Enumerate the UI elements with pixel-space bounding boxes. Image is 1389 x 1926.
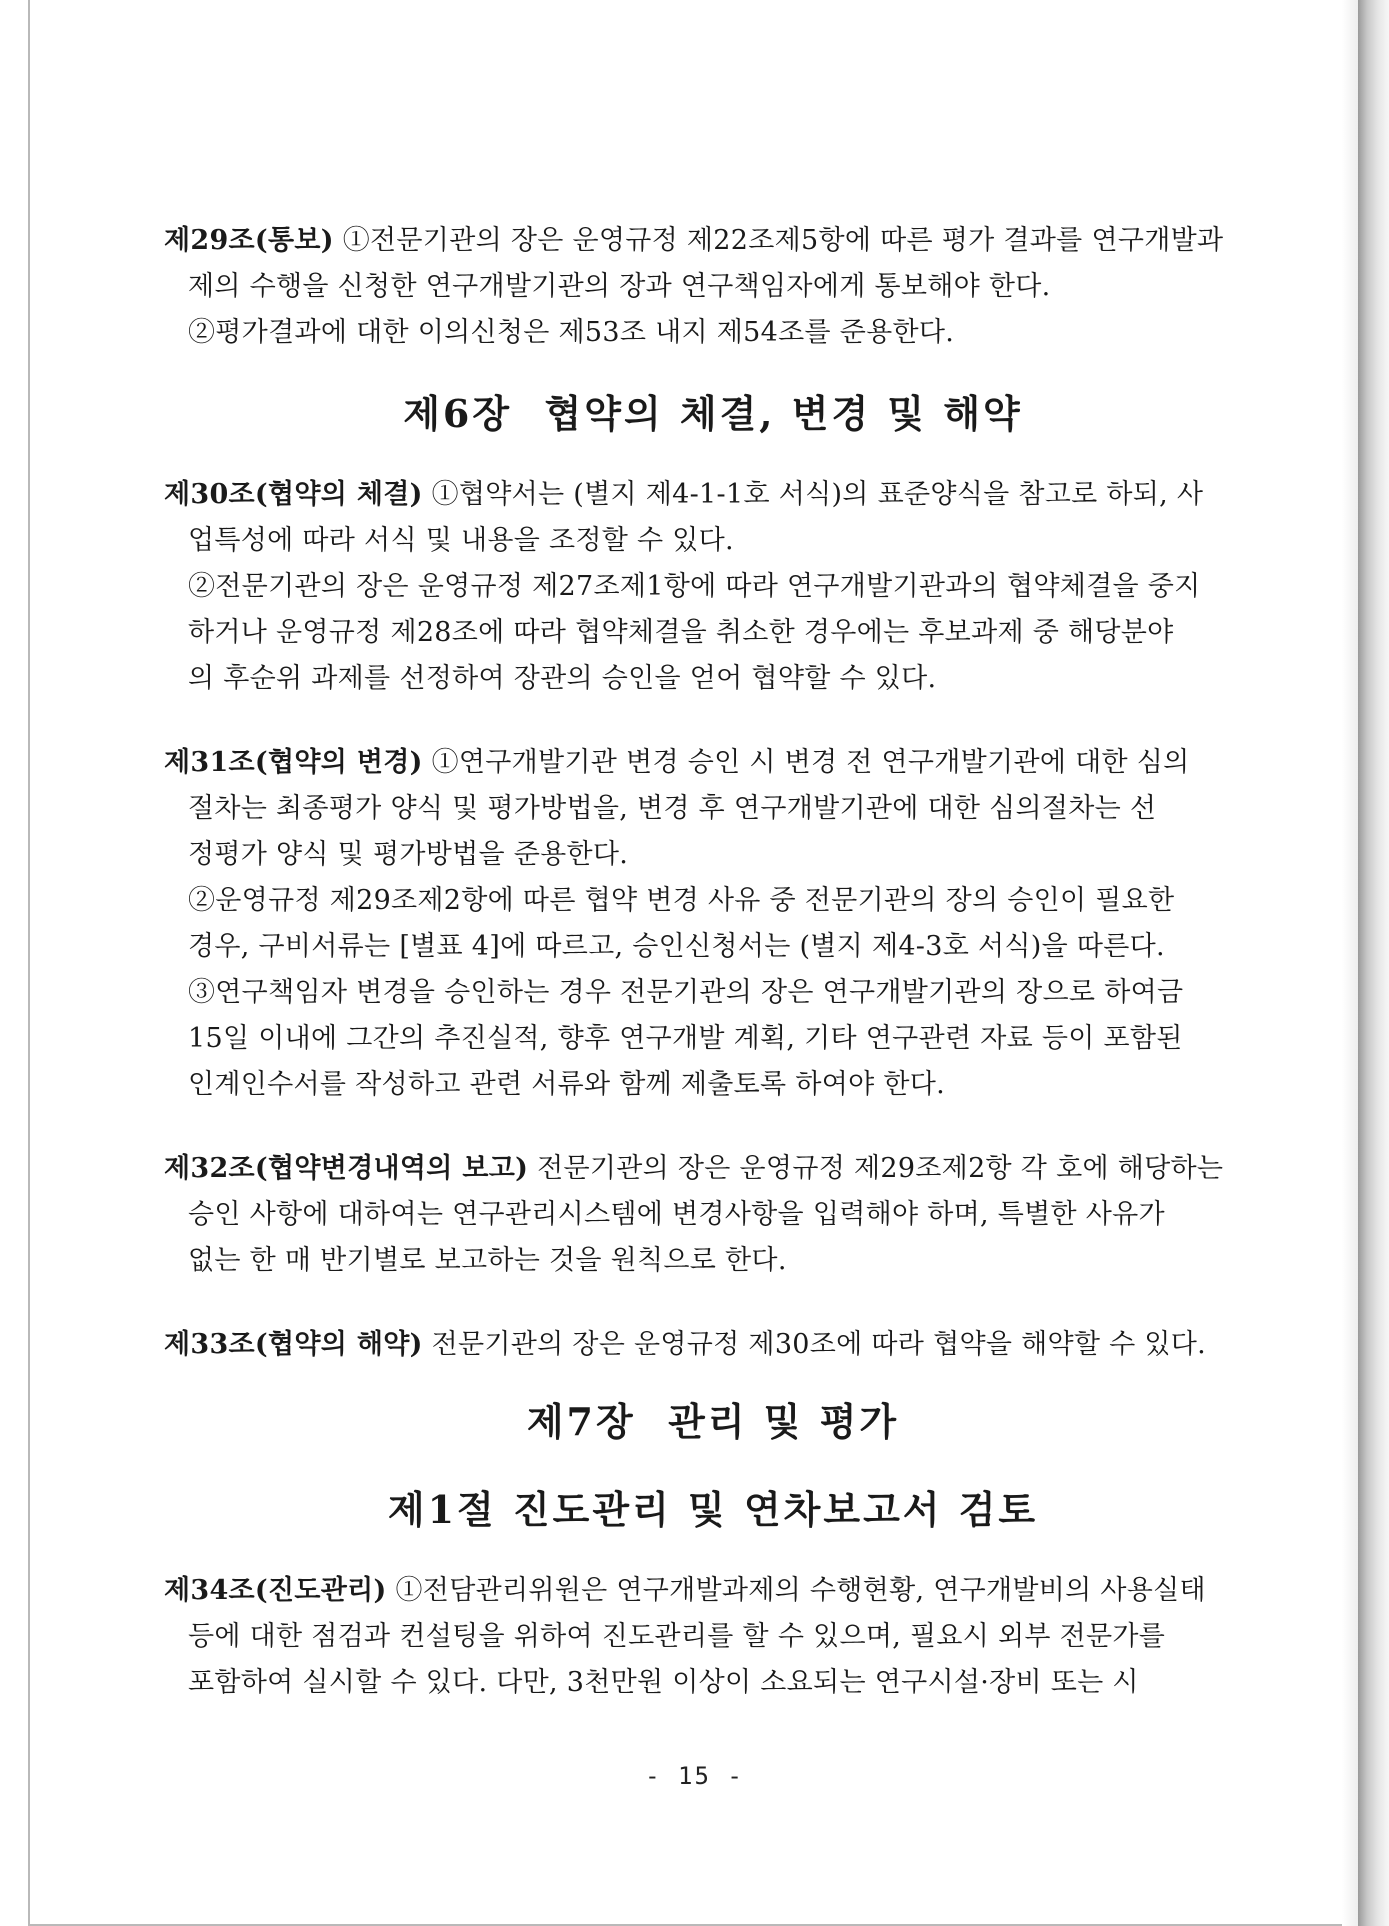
article-30-line-5: 의 후순위 과제를 선정하여 장관의 승인을 얻어 협약할 수 있다. bbox=[188, 663, 937, 694]
article-31-line-4: ②운영규정 제29조제2항에 따른 협약 변경 사유 중 전문기관의 장의 승인이 필요한 bbox=[188, 885, 1175, 916]
article-30-line-1 bbox=[164, 472, 1262, 518]
article-29-line-2: 제의 수행을 신청한 연구개발기관의 장과 연구책임자에게 통보해야 한다. bbox=[188, 271, 1051, 302]
document-body bbox=[164, 218, 1262, 1706]
article-32-line-1 bbox=[164, 1146, 1262, 1192]
chapter-6-title: 제6장 협약의 체결, 변경 및 해약 bbox=[403, 391, 1023, 436]
article-31-line-6: ③연구책임자 변경을 승인하는 경우 전문기관의 장은 연구개발기관의 장으로 하여금 bbox=[188, 977, 1184, 1008]
article-29-line-1 bbox=[164, 218, 1262, 264]
article-34 bbox=[164, 1568, 1262, 1706]
article-32-line-2: 승인 사항에 대하여는 연구관리시스템에 변경사항을 입력해야 하며, 특별한 사유가 bbox=[188, 1199, 1165, 1230]
chapter-7-title: 제7장 관리 및 평가 bbox=[526, 1399, 900, 1444]
article-30 bbox=[164, 472, 1262, 702]
section-1-title: 제1절 진도관리 및 연차보고서 검토 bbox=[387, 1487, 1039, 1532]
article-31-line-3: 정평가 양식 및 평가방법을 준용한다. bbox=[188, 839, 629, 870]
article-33-text-1: 전문기관의 장은 운영규정 제30조에 따라 협약을 해약할 수 있다. bbox=[422, 1329, 1207, 1360]
article-30-line-3: ②전문기관의 장은 운영규정 제27조제1항에 따라 연구개발기관과의 협약체결을 중지 bbox=[188, 571, 1201, 602]
article-34-line-3: 포함하여 실시할 수 있다. 다만, 3천만원 이상이 소요되는 연구시설·장비 또는 시 bbox=[188, 1667, 1139, 1698]
article-33-title: 제33조(협약의 해약) bbox=[164, 1329, 423, 1360]
article-31-line-1 bbox=[164, 740, 1262, 786]
article-30-line-2: 업특성에 따라 서식 및 내용을 조정할 수 있다. bbox=[188, 525, 734, 556]
page-shadow bbox=[1358, 0, 1389, 1926]
article-31-line-2: 절차는 최종평가 양식 및 평가방법을, 변경 후 연구개발기관에 대한 심의절차는 선 bbox=[188, 793, 1157, 824]
article-29-text-1: ①전문기관의 장은 운영규정 제22조제5항에 따른 평가 결과를 연구개발과 bbox=[333, 225, 1224, 256]
article-29 bbox=[164, 218, 1262, 356]
article-31-text-1: ①연구개발기관 변경 승인 시 변경 전 연구개발기관에 대한 심의 bbox=[422, 747, 1190, 778]
article-33 bbox=[164, 1322, 1262, 1368]
article-32 bbox=[164, 1146, 1262, 1284]
article-31-line-5: 경우, 구비서류는 [별표 4]에 따르고, 승인신청서는 (별지 제4-3호 서식)을 따른다. bbox=[188, 931, 1165, 962]
article-34-title: 제34조(진도관리) bbox=[164, 1575, 387, 1606]
article-32-title: 제32조(협약변경내역의 보고) bbox=[164, 1153, 529, 1184]
article-29-title: 제29조(통보) bbox=[164, 225, 334, 256]
article-32-text-1: 전문기관의 장은 운영규정 제29조제2항 각 호에 해당하는 bbox=[528, 1153, 1224, 1184]
article-34-line-2: 등에 대한 점검과 컨설팅을 위하여 진도관리를 할 수 있으며, 필요시 외부 전문가를 bbox=[188, 1621, 1166, 1652]
article-31-title: 제31조(협약의 변경) bbox=[164, 747, 423, 778]
article-31-line-7: 15일 이내에 그간의 추진실적, 향후 연구개발 계획, 기타 연구관련 자료 등이 포함된 bbox=[188, 1023, 1183, 1054]
article-30-line-4: 하거나 운영규정 제28조에 따라 협약체결을 취소한 경우에는 후보과제 중 해당분야 bbox=[188, 617, 1174, 648]
article-29-line-3: ②평가결과에 대한 이의신청은 제53조 내지 제54조를 준용한다. bbox=[188, 317, 955, 348]
article-32-line-3: 없는 한 매 반기별로 보고하는 것을 원칙으로 한다. bbox=[188, 1245, 787, 1276]
article-31-line-8: 인계인수서를 작성하고 관련 서류와 함께 제출토록 하여야 한다. bbox=[188, 1069, 945, 1100]
article-33-line-1 bbox=[164, 1322, 1262, 1368]
page-number: - 15 - bbox=[645, 1762, 744, 1790]
page-edge-highlight bbox=[1342, 0, 1358, 1926]
article-34-line-1 bbox=[164, 1568, 1262, 1614]
article-30-title: 제30조(협약의 체결) bbox=[164, 479, 423, 510]
article-31 bbox=[164, 740, 1262, 1108]
article-30-text-1: ①협약서는 (별지 제4-1-1호 서식)의 표준양식을 참고로 하되, 사 bbox=[422, 479, 1204, 510]
article-34-text-1: ①전담관리위원은 연구개발과제의 수행현황, 연구개발비의 사용실태 bbox=[386, 1575, 1206, 1606]
